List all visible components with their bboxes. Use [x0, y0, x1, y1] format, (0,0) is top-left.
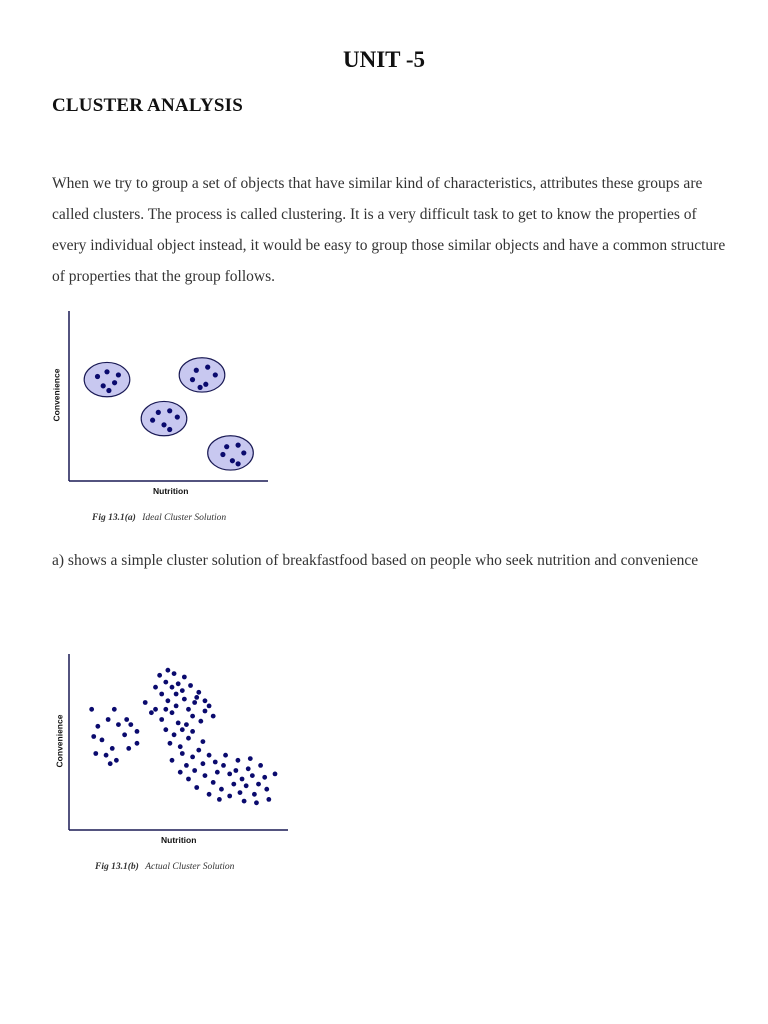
ideal-cluster-chart [50, 305, 290, 490]
actual-cluster-chart [50, 648, 310, 846]
data-point [266, 797, 271, 802]
data-point [116, 372, 121, 377]
data-point [124, 717, 129, 722]
data-point [236, 758, 241, 763]
data-point [227, 794, 232, 799]
data-point [159, 692, 164, 697]
data-point [250, 773, 255, 778]
data-point [223, 753, 228, 758]
data-point [174, 704, 179, 709]
data-point [165, 698, 170, 703]
data-point [182, 675, 187, 680]
data-point [168, 741, 173, 746]
data-point [192, 768, 197, 773]
data-point [240, 777, 245, 782]
data-point [233, 768, 238, 773]
data-point [205, 365, 210, 370]
intro-paragraph: When we try to group a set of objects that have similar kind of characteristics, attributes these groups are called clusters. The process is called clustering. It is a very difficult task to get to know the properties of every individual object instead, it would be easy to group those similar objects and have a common structure of properties that the group follows. [52, 175, 726, 285]
data-point [175, 414, 180, 419]
caption-text: Actual Cluster Solution [145, 862, 235, 872]
data-point [264, 787, 269, 792]
y-axis-label: Convenience [54, 714, 65, 768]
data-point [161, 422, 166, 427]
data-point [178, 770, 183, 775]
data-point [242, 799, 247, 804]
data-point [159, 717, 164, 722]
data-point [89, 707, 94, 712]
data-point [170, 710, 175, 715]
data-point [180, 727, 185, 732]
data-point [172, 671, 177, 676]
data-point [170, 758, 175, 763]
y-axis-label: Convenience [51, 368, 62, 422]
data-point [91, 734, 96, 739]
data-point [192, 700, 197, 705]
data-point [258, 763, 263, 768]
data-point [231, 782, 236, 787]
data-point [165, 668, 170, 673]
data-point [172, 732, 177, 737]
data-point [198, 385, 203, 390]
figure-ideal-cluster [50, 305, 290, 523]
data-point [213, 760, 218, 765]
data-point [95, 374, 100, 379]
data-point [128, 722, 133, 727]
data-point [227, 772, 232, 777]
data-point [203, 709, 208, 714]
data-point [176, 721, 181, 726]
figure-caption-a [92, 513, 226, 523]
data-point [149, 710, 154, 715]
data-point [194, 368, 199, 373]
data-point [184, 763, 189, 768]
data-point [106, 388, 111, 393]
data-point [248, 756, 253, 761]
data-point [167, 408, 172, 413]
data-point [153, 707, 158, 712]
data-point [101, 383, 106, 388]
data-point [211, 714, 216, 719]
data-point [190, 729, 195, 734]
figure-actual-cluster [50, 648, 310, 872]
data-point [108, 761, 113, 766]
data-point [156, 410, 161, 415]
data-point [215, 770, 220, 775]
data-point [126, 746, 131, 751]
data-point [110, 746, 115, 751]
data-point [182, 697, 187, 702]
data-point [194, 695, 199, 700]
data-point [230, 458, 235, 463]
data-point [203, 773, 208, 778]
data-point [241, 450, 246, 455]
data-point [246, 766, 251, 771]
data-point [112, 707, 117, 712]
data-point [150, 418, 155, 423]
data-point [170, 685, 175, 690]
section-heading: CLUSTER ANALYSIS [52, 95, 243, 116]
data-point [236, 461, 241, 466]
data-point [201, 739, 206, 744]
data-point [167, 427, 172, 432]
data-point [186, 777, 191, 782]
data-point [180, 688, 185, 693]
data-point [163, 680, 168, 685]
data-point [135, 741, 140, 746]
data-point [224, 444, 229, 449]
data-point [122, 732, 127, 737]
data-point [116, 722, 121, 727]
data-point [114, 758, 119, 763]
data-point [220, 452, 225, 457]
data-point [135, 729, 140, 734]
cluster-ellipse [208, 436, 254, 470]
figure-description-paragraph: a) shows a simple cluster solution of breakfastfood based on people who seek nutrition and convenience [52, 552, 699, 569]
data-point [196, 690, 201, 695]
data-point [188, 683, 193, 688]
x-axis-label: Nutrition [153, 486, 189, 496]
data-point [95, 724, 100, 729]
data-point [190, 714, 195, 719]
data-point [238, 790, 243, 795]
data-point [186, 736, 191, 741]
data-point [213, 372, 218, 377]
x-axis-label: Nutrition [161, 835, 197, 845]
cluster-ellipse [141, 401, 187, 435]
data-point [112, 380, 117, 385]
data-point [219, 787, 224, 792]
data-point [176, 681, 181, 686]
data-point [244, 783, 249, 788]
data-point [196, 748, 201, 753]
data-point [198, 719, 203, 724]
data-point [184, 722, 189, 727]
data-point [104, 753, 109, 758]
data-point [273, 772, 278, 777]
data-point [236, 443, 241, 448]
data-point [203, 698, 208, 703]
data-point [163, 707, 168, 712]
data-point [190, 755, 195, 760]
data-point [157, 673, 162, 678]
data-point [143, 700, 148, 705]
data-point [252, 792, 257, 797]
data-point [104, 369, 109, 374]
figure-caption-b [95, 862, 234, 872]
data-point [256, 782, 261, 787]
data-point [186, 707, 191, 712]
data-point [163, 727, 168, 732]
unit-title: UNIT -5 [342, 47, 425, 72]
data-point [211, 780, 216, 785]
data-point [194, 785, 199, 790]
data-point [207, 704, 212, 709]
data-point [100, 738, 105, 743]
data-point [93, 751, 98, 756]
data-point [207, 792, 212, 797]
data-point [221, 763, 226, 768]
data-point [190, 377, 195, 382]
data-point [106, 717, 111, 722]
data-point [180, 751, 185, 756]
caption-text: Ideal Cluster Solution [142, 513, 227, 523]
caption-label: Fig 13.1(b) [95, 862, 139, 872]
data-point [174, 692, 179, 697]
data-point [254, 800, 259, 805]
data-point [201, 761, 206, 766]
data-point [207, 753, 212, 758]
caption-label: Fig 13.1(a) [92, 513, 136, 523]
data-point [262, 775, 267, 780]
data-point [153, 685, 158, 690]
data-point [203, 382, 208, 387]
data-point [178, 744, 183, 749]
data-point [217, 797, 222, 802]
